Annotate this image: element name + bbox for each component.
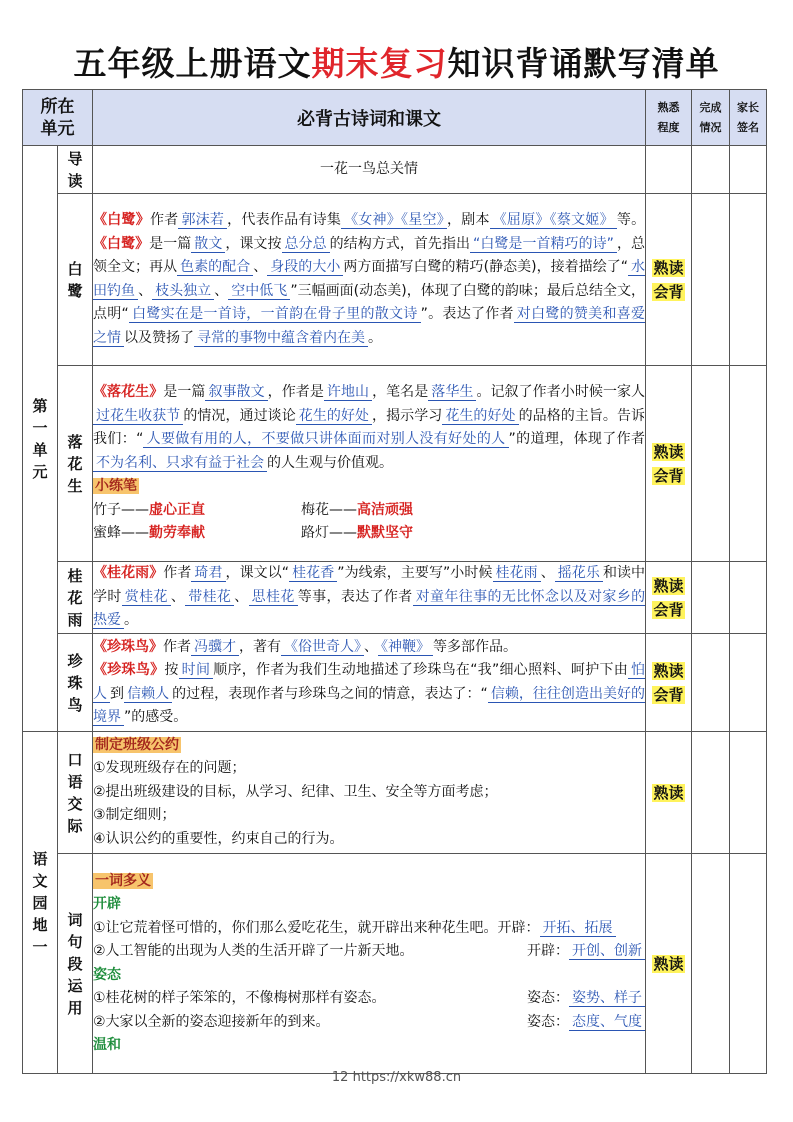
rating-luohuasheng: 熟读 会背 <box>646 366 692 562</box>
row-bailu <box>23 194 767 366</box>
page-title: 五年级上册语文期末复习知识背诵默写清单 <box>73 44 720 83</box>
ciju-text: 一词多义 开辟 ①让它荒着怪可惜的，你们那么爱吃花生，就开辟出来种花生吧。开辟： 开拓、拓展 ②人工智能的出现为人类的生活开辟了一片新天地。 开辟： 开创、创新 姿态 ①桂花树的样子笨笨的，不像梅树那样有姿态。 姿态： 姿势、样子 ②大家以全新的姿态迎接新年的到来。 姿态： 态度、气度 温和 <box>93 854 646 1074</box>
bailu-text: 《白鹭》作者 郭沫若 ，代表作品有诗集 《女神》《星空》 ，剧本 《屈原》《蔡文姬》 等。《白鹭》是一篇 散文 ，课文按 总分总 的结构方式，首先指出 “白鹭是一首精巧的诗” ，总领全文；再从 色素的配合 、 身段的大小 两方面描写白鹭的精巧(静态美)，接着描绘了“ 水田钓鱼 、 枝头独立 、 空中低飞 ”三幅画面(动态美)，体现了白鹭的韵味；最后总结全文，点明“ 白鹭实在是一首诗，一首韵在骨子里的散文诗 ”。表达了作者 对白鹭的赞美和喜爱之情 以及赞扬了 寻常的事物中蕴含着内在美 。 <box>93 194 646 366</box>
ciju-label: 一词多义 <box>95 872 151 889</box>
sub-bailu: 白鹭 <box>58 194 93 366</box>
review-table <box>22 89 767 1074</box>
rating-kouyu: 熟读 <box>646 732 692 854</box>
rating-bailu: 熟读 会背 <box>646 194 692 366</box>
sub-guihuayu: 桂花雨 <box>58 562 93 634</box>
list-item: ②提出班级建设的目标，从学习、纪律、卫生、安全等方面考虑； <box>93 783 498 800</box>
row-guide <box>23 146 767 194</box>
sub-luohuasheng: 落花生 <box>58 366 93 562</box>
page-footer: 12 https://xkw88.cn <box>331 1070 462 1085</box>
rating-guihuayu: 熟读 会背 <box>646 562 692 634</box>
word-heading: 开辟 <box>93 896 121 912</box>
rating-ciju: 熟读 <box>646 854 692 1074</box>
kouyu-text <box>93 732 646 854</box>
list-item: ③制定细则； <box>93 807 176 824</box>
practice-row: 竹子——虚心正直 梅花——高洁顽强 <box>93 501 413 518</box>
practice-row: 蜜蜂——勤劳奉献 路灯——默默坚守 <box>93 525 413 542</box>
row-ciju <box>23 854 767 1074</box>
sub-ciju: 词句段运用 <box>58 854 93 1074</box>
kouyu-label: 制定班级公约 <box>95 736 179 753</box>
rating-zhenzhuniao: 熟读 会背 <box>646 634 692 732</box>
sub-zhenzhuniao: 珍珠鸟 <box>58 634 93 732</box>
sub-kouyu: 口语交际 <box>58 732 93 854</box>
guide-text: 一花一鸟总关情 <box>93 146 646 194</box>
row-kouyu <box>23 732 767 854</box>
sub-guide: 导读 <box>58 146 93 194</box>
word-heading: 温和 <box>93 1037 121 1053</box>
header-row <box>23 90 767 146</box>
unit-garden: 语文园地一 <box>23 732 58 1074</box>
row-luohuasheng <box>23 366 767 562</box>
guihuayu-text: 《桂花雨》作者 琦君 ，课文以“ 桂花香 ”为线索，主要写”小时候 桂花雨 、 摇花乐 和读中学时 赏桂花 、 带桂花 、 思桂花 等事，表达了作者 对童年往事的无比怀念以及对家乡的热爱 。 <box>93 562 646 634</box>
luohuasheng-text: 《落花生》是一篇 叙事散文 ，作者是 许地山 ，笔名是 落华生 。记叙了作者小时候一家人过花生收获节 的情况，通过谈论 花生的好处 ，揭示学习 花生的好处 的品格的主旨。告诉我们：“ 人要做有用的人，不要做只讲体面而对别人没有好处的人 ”的道理，体现了作者不为名利、只求有益于社会 的人生观与价值观。 小练笔 竹子——虚心正直 梅花——高洁顽强 蜜蜂——勤劳奉献 路灯——默默坚守 <box>93 366 646 562</box>
zhenzhuniao-text: 《珍珠鸟》作者 冯骥才 ，著有 《俗世奇人》 、 《神鞭》 等多部作品。 《珍珠鸟》按 时间 顺序，作者为我们生动地描述了珍珠鸟在“我”细心照料、呵护下由 怕人 到 信赖人 的过程，表现作者与珍珠鸟之间的情意，表达了：“ 信赖，往往创造出美好的境界 ”的感受。 <box>93 634 646 732</box>
header-main: 必背古诗词和课文 <box>93 90 646 146</box>
list-item: ①发现班级存在的问题； <box>93 760 246 777</box>
practice-label: 小练笔 <box>95 478 137 495</box>
header-done: 完成 情况 <box>692 90 730 146</box>
row-zhenzhuniao <box>23 634 767 732</box>
word-heading: 姿态 <box>93 966 121 983</box>
header-unit: 所在 单元 <box>23 90 93 146</box>
header-familiar: 熟悉 程度 <box>646 90 692 146</box>
list-item: ④认识公约的重要性，约束自己的行为。 <box>93 830 344 847</box>
header-parent: 家长 签名 <box>730 90 767 146</box>
practice-block <box>93 475 645 546</box>
unit-label: 第一单元 <box>23 146 58 732</box>
row-guihuayu <box>23 562 767 634</box>
